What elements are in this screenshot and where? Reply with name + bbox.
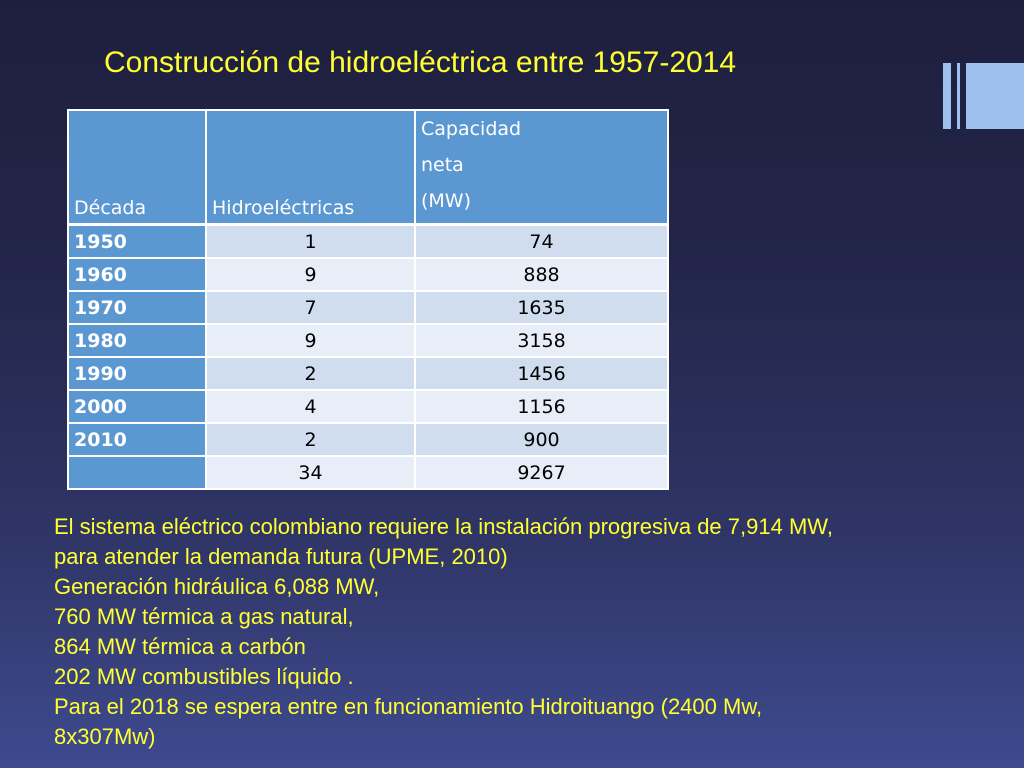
table-total-row	[68, 456, 668, 489]
cell-plants: 9	[206, 258, 415, 291]
table-row	[68, 258, 668, 291]
table-row	[68, 423, 668, 456]
cell-decade: 1970	[68, 291, 206, 324]
header-capacity	[415, 110, 668, 225]
table-row	[68, 291, 668, 324]
cell-plants: 2	[206, 423, 415, 456]
body-line: para atender la demanda futura (UPME, 2010)	[54, 544, 508, 569]
table-row	[68, 390, 668, 423]
header-plants: Hidroeléctricas	[206, 110, 415, 225]
body-text	[54, 512, 984, 752]
cell-capacity: 1456	[415, 357, 668, 390]
table-header-row	[68, 110, 668, 225]
cell-decade: 1950	[68, 225, 206, 259]
cell-capacity: 3158	[415, 324, 668, 357]
body-line: Para el 2018 se espera entre en funcionamiento Hidroituango (2400 Mw,	[54, 694, 763, 719]
header-decade: Década	[68, 110, 206, 225]
slide-title: Construcción de hidroeléctrica entre 1957-2014	[104, 46, 737, 79]
cell-decade: 2000	[68, 390, 206, 423]
body-line: Generación hidráulica 6,088 MW,	[54, 574, 380, 599]
cell-decade: 1990	[68, 357, 206, 390]
body-line: 864 MW térmica a carbón	[54, 634, 306, 659]
cell-capacity: 1635	[415, 291, 668, 324]
header-capacity-line3: (MW)	[421, 190, 472, 212]
cell-capacity: 1156	[415, 390, 668, 423]
cell-total-capacity: 9267	[415, 456, 668, 489]
cell-capacity: 74	[415, 225, 668, 259]
cell-total-label	[68, 456, 206, 489]
body-line: El sistema eléctrico colombiano requiere la instalación progresiva de 7,914 MW,	[54, 514, 833, 539]
logo-bar-thin	[957, 63, 960, 129]
body-line: 202 MW combustibles líquido .	[54, 664, 354, 689]
cell-plants: 9	[206, 324, 415, 357]
header-capacity-line2: neta	[421, 154, 464, 176]
cell-total-plants: 34	[206, 456, 415, 489]
cell-decade: 1980	[68, 324, 206, 357]
hydro-table	[67, 109, 669, 490]
body-line: 8x307Mw)	[54, 724, 156, 749]
cell-plants: 2	[206, 357, 415, 390]
cell-decade: 1960	[68, 258, 206, 291]
table-row	[68, 225, 668, 259]
cell-decade: 2010	[68, 423, 206, 456]
table-row	[68, 324, 668, 357]
cell-plants: 7	[206, 291, 415, 324]
cell-plants: 4	[206, 390, 415, 423]
header-capacity-line1: Capacidad	[421, 118, 522, 140]
body-line: 760 MW térmica a gas natural,	[54, 604, 354, 629]
logo-square	[966, 63, 1024, 129]
table-row	[68, 357, 668, 390]
slide-logo-icon	[943, 63, 1024, 129]
cell-capacity: 900	[415, 423, 668, 456]
cell-capacity: 888	[415, 258, 668, 291]
cell-plants: 1	[206, 225, 415, 259]
logo-bar-thick	[943, 63, 951, 129]
